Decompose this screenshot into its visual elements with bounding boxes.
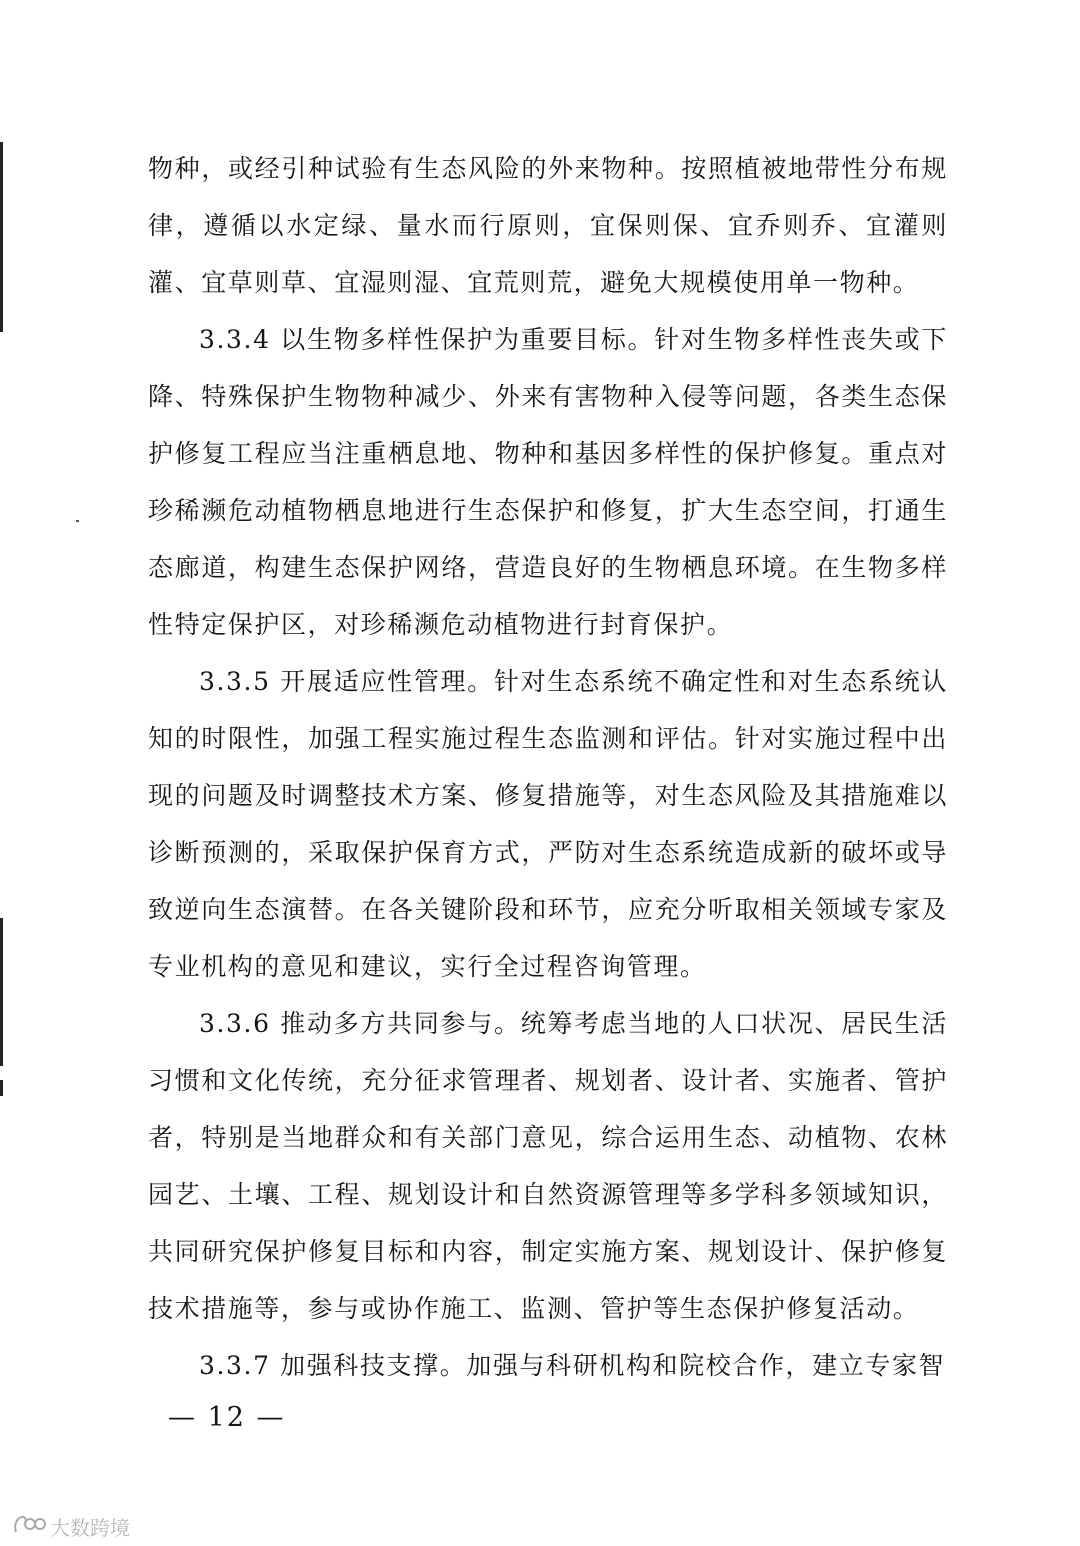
paragraph-3-3-4: 3.3.4 以生物多样性保护为重要目标。针对生物多样性丧失或下降、特殊保护生物物种减少、外来有害物种入侵等问题，各类生态保护修复工程应当注重栖息地、物种和基因多样性的保护修复。重点对珍稀濒危动植物栖息地进行生态保护和修复，扩大生态空间，打通生态廊道，构建生态保护网络，营造良好的生物栖息环境。在生物多样性特定保护区，对珍稀濒危动植物进行封育保护。 bbox=[148, 325, 948, 639]
watermark bbox=[12, 1512, 130, 1541]
logo-icon bbox=[12, 1512, 46, 1541]
scan-edge-mark bbox=[0, 142, 3, 332]
paragraph-3-3-6: 3.3.6 推动多方共同参与。统筹考虑当地的人口状况、居民生活习惯和文化传统，充分征求管理者、规划者、设计者、实施者、管护者，特别是当地群众和有关部门意见，综合运用生态、动植物、农林园艺、土壤、工程、规划设计和自然资源管理等多学科多领域知识，共同研究保护修复目标和内容，制定实施方案、规划设计、保护修复技术措施等，参与或协作施工、监测、管护等生态保护修复活动。 bbox=[148, 1009, 948, 1323]
paragraph-continuation: 物种，或经引种试验有生态风险的外来物种。按照植被地带性分布规律，遵循以水定绿、量水而行原则，宜保则保、宜乔则乔、宜灌则灌、宜草则草、宜湿则湿、宜荒则荒，避免大规模使用单一物种。 bbox=[148, 154, 948, 297]
watermark-text: 大数跨境 bbox=[50, 1516, 130, 1540]
page-number: — 12 — bbox=[168, 1402, 286, 1433]
document-body bbox=[148, 140, 948, 1394]
scan-edge-mark bbox=[0, 1080, 3, 1096]
paragraph-3-3-5: 3.3.5 开展适应性管理。针对生态系统不确定性和对生态系统认知的时限性，加强工程实施过程生态监测和评估。针对实施过程中出现的问题及时调整技术方案、修复措施等，对生态风险及其措施难以诊断预测的，采取保护保育方式，严防对生态系统造成新的破坏或导致逆向生态演替。在各关键阶段和环节，应充分听取相关领域专家及专业机构的意见和建议，实行全过程咨询管理。 bbox=[148, 667, 948, 981]
paragraph-3-3-7: 3.3.7 加强科技支撑。加强与科研机构和院校合作，建立专家智 bbox=[199, 1351, 946, 1380]
scan-edge-mark bbox=[0, 918, 3, 1066]
scan-speck bbox=[76, 520, 79, 522]
